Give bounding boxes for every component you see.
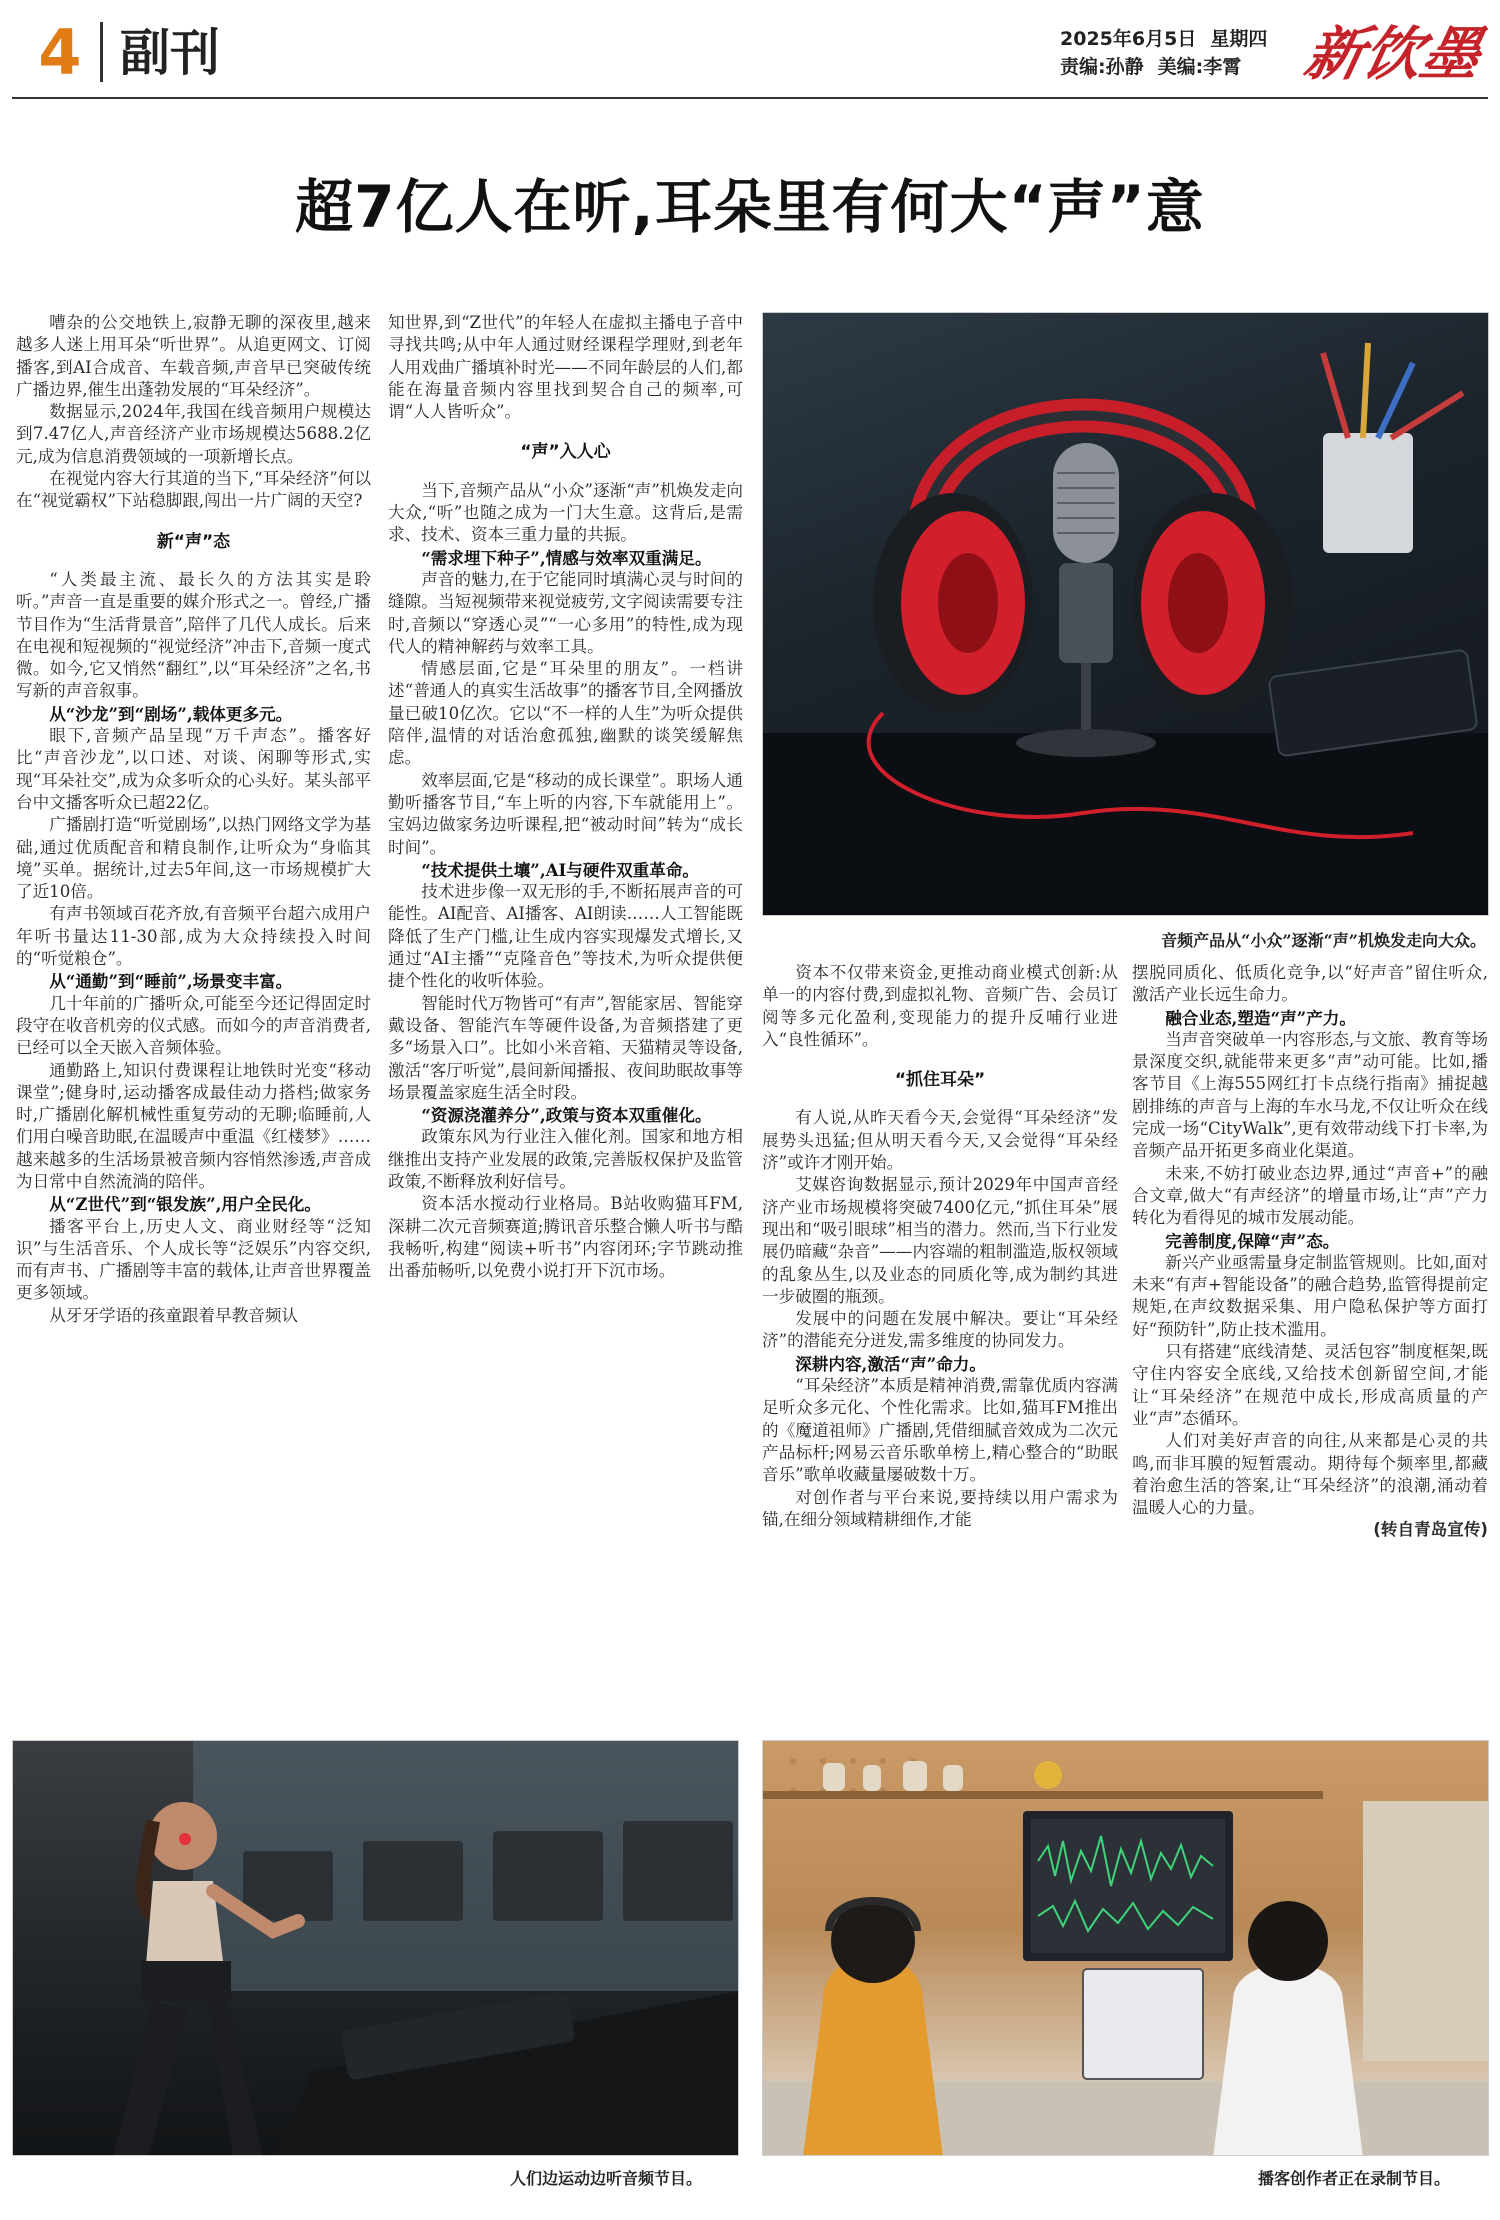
editor-credits bbox=[1060, 52, 1255, 79]
subheading: “抓住耳朵” bbox=[894, 1070, 986, 1091]
photo-podcast-recording bbox=[762, 1740, 1489, 2156]
header-rule bbox=[12, 97, 1488, 99]
paragraph: 数据显示,2024年,我国在线音频用户规模达到7.47亿人,声音经济产业市场规模达5688.2亿元,成为信息消费领域的一项新增长点。 bbox=[16, 402, 371, 466]
photo-treadmill-runner bbox=[12, 1740, 739, 2156]
paragraph: 广播剧打造“听觉剧场”,以热门网络文学为基础,通过优质配音和精良制作,让听众为“身临其境”买单。据统计,过去5年间,这一市场规模扩大了近10倍。 bbox=[16, 815, 371, 902]
paragraph: “耳朵经济”本质是精神消费,需靠优质内容满足听众多元化、个性化需求。比如,猫耳FM推出的《魔道祖师》广播剧,凭借细腻音效成为二次元产品标杆;网易云音乐歌单榜上,精心整合的“助眠音乐”歌单收藏量屡破数十万。 bbox=[762, 1376, 1118, 1485]
header-divider bbox=[100, 22, 103, 82]
section-title: 副刊 bbox=[120, 24, 220, 82]
paragraph: 未来,不妨打破业态边界,通过“声音+”的融合文章,做大“有声经济”的增量市场,让“声”产力转化为看得见的城市发展动能。 bbox=[1132, 1163, 1488, 1228]
paragraph: 有人说,从昨天看今天,会觉得“耳朵经济”发展势头迅猛;但从明天看今天,又会觉得“耳朵经济”或许才刚开始。 bbox=[762, 1108, 1118, 1173]
paragraph: 在视觉内容大行其道的当下,“耳朵经济”何以在“视觉霸权”下站稳脚跟,闯出一片广阔的天空? bbox=[16, 469, 371, 511]
paragraph: 资本不仅带来资金,更推动商业模式创新:从单一的内容付费,到虚拟礼物、音频广告、会员订阅等多元化盈利,变现能力的提升反哺行业进入“良性循环”。 bbox=[762, 963, 1118, 1049]
paragraph: 摆脱同质化、低质化竞争,以“好声音”留住听众,激活产业长远生命力。 bbox=[1132, 963, 1488, 1005]
photo-caption-3: 播客创作者正在录制节目。 bbox=[1258, 2169, 1451, 2188]
article-column-4 bbox=[1132, 962, 1488, 1702]
paragraph: 技术进步像一双无形的手,不断拓展声音的可能性。AI配音、AI播客、AI朗读……人工智能既降低了生产门槛,让生成内容实现爆发式增长,又通过“AI主播”“克隆音色”等技术,为听众提供便捷个性化的收听体验。 bbox=[388, 882, 743, 991]
designer-text: 美编:李霄 bbox=[1157, 56, 1242, 78]
paragraph: 嘈杂的公交地铁上,寂静无聊的深夜里,越来越多人迷上用耳朵“听世界”。从追更网文、订阅播客,到AI合成音、车载音频,声音早已突破传统广播边界,催生出蓬勃发展的“耳朵经济”。 bbox=[16, 313, 371, 399]
photo-caption-1: 音频产品从“小众”逐渐“声”机焕发走向大众。 bbox=[1161, 931, 1486, 950]
paragraph: “人类最主流、最长久的方法其实是聆听。”声音一直是重要的媒介形式之一。曾经,广播节目作为“生活背景音”,陪伴了几代人成长。后来在电视和短视频的“视觉经济”冲击下,音频一度式微。如今,它又悄然“翻红”,以“耳朵经济”之名,书写新的声音叙事。 bbox=[16, 569, 371, 701]
paragraph: 人们对美好声音的向往,从来都是心灵的共鸣,而非耳膜的短暂震动。期待每个频率里,都藏着治愈生活的答案,让“耳朵经济”的浪潮,涌动着温暖人心的力量。 bbox=[1132, 1431, 1488, 1518]
paragraph: 眼下,音频产品呈现“万千声态”。播客好比“声音沙龙”,以口述、对谈、闲聊等形式,实现“耳朵社交”,成为众多听众的心头好。某头部平台中文播客听众已超22亿。 bbox=[16, 726, 371, 812]
paragraph: 当下,音频产品从“小众”逐渐“声”机焕发走向大众,“听”也随之成为一门大生意。这背后,是需求、技术、资本三重力量的共振。 bbox=[388, 480, 743, 545]
paragraph: 播客平台上,历史人文、商业财经等“泛知识”与生活音乐、个人成长等“泛娱乐”内容交织,而有声书、广播剧等丰富的载体,让声音世界覆盖更多领域。 bbox=[16, 1216, 371, 1303]
paragraph: 几十年前的广播听众,可能至今还记得固定时段守在收音机旁的仪式感。而如今的声音消费者,已经可以全天嵌入音频体验。 bbox=[16, 993, 371, 1058]
paragraph: 效率层面,它是“移动的成长课堂”。职场人通勤听播客节目,“车上听的内容,下车就能用上”。宝妈边做家务边听课程,把“被动时间”转为“成长时间”。 bbox=[388, 770, 743, 857]
bold-lead-paragraph: “资源浇灌养分”,政策与资本双重催化。 bbox=[421, 1105, 712, 1126]
paragraph: 通勤路上,知识付费课程让地铁时光变“移动课堂”;健身时,运动播客成最佳动力搭档;做家务时,广播剧化解机械性重复劳动的无聊;临睡前,人们用白噪音助眠,在温暖声中重温《红楼梦》……越来越多的生活场景被音频内容悄然渗透,声音成为日常中自然流淌的陪伴。 bbox=[16, 1060, 371, 1191]
paragraph: 智能时代万物皆可“有声”,智能家居、智能穿戴设备、智能汽车等硬件设备,为音频搭建了更多“场景入口”。比如小米音箱、天猫精灵等设备,激活“客厅听觉”,晨间新闻播报、夜间助眠故事等场景覆盖家庭生活全时段。 bbox=[388, 993, 743, 1102]
source-note: (转自青岛宣传) bbox=[1373, 1520, 1488, 1540]
bold-lead-paragraph: 从“通勤”到“睡前”,场景变丰富。 bbox=[49, 971, 293, 992]
paragraph: 政策东风为行业注入催化剂。国家和地方相继推出支持产业发展的政策,完善版权保护及监管政策,不断释放利好信号。 bbox=[388, 1127, 743, 1191]
article-column-1 bbox=[16, 312, 371, 1702]
bold-lead-paragraph: 深耕内容,激活“声”命力。 bbox=[795, 1353, 986, 1374]
paragraph: 声音的魅力,在于它能同时填满心灵与时间的缝隙。当短视频带来视觉疲劳,文字阅读需要专注时,音频以“穿透心灵”“一心多用”的特性,成为现代人的精神解药与效率工具。 bbox=[388, 569, 743, 656]
subheading: “声”入人心 bbox=[520, 442, 611, 463]
headline: 超7亿人在听,耳朵里有何大“声”意 bbox=[295, 173, 1205, 241]
subheading: 新“声”态 bbox=[156, 531, 231, 552]
bold-lead-paragraph: 融合业态,塑造“声”产力。 bbox=[1165, 1007, 1356, 1028]
page-number: 4 bbox=[38, 16, 82, 89]
paragraph: 新兴产业亟需量身定制监管规则。比如,面对未来“有声+智能设备”的融合趋势,监管得提前定规矩,在声纹数据采集、用户隐私保护等方面打好“预防针”,防止技术滥用。 bbox=[1132, 1252, 1488, 1339]
article-column-3 bbox=[762, 962, 1118, 1702]
weekday-text: 星期四 bbox=[1210, 28, 1268, 50]
photo-headphones-microphone bbox=[762, 312, 1489, 916]
paragraph: 艾媒咨询数据显示,预计2029年中国声音经济产业市场规模将突破7400亿元,“抓住耳朵”展现出和“吸引眼球”相当的潜力。然而,当下行业发展仍暗藏“杂音”——内容端的粗制滥造,版权领域的乱象丛生,以及业态的同质化等,成为制约其进一步破圈的瓶颈。 bbox=[762, 1175, 1118, 1306]
paragraph: 当声音突破单一内容形态,与文旅、教育等场景深度交织,就能带来更多“声”动可能。比如,播客节目《上海555网红打卡点绕行指南》捕捉越剧排练的声音与上海的车水马龙,不仅让听众在线完成一场“CityWalk”,更有效带动线下打卡率,为音频产品开拓更多商业化渠道。 bbox=[1132, 1029, 1488, 1161]
paragraph: 资本活水搅动行业格局。B站收购猫耳FM,深耕二次元音频赛道;腾讯音乐整合懒人听书与酷我畅听,构建“阅读+听书”内容闭环;字节跳动推出番茄畅听,以免费小说打开下沉市场。 bbox=[388, 1194, 743, 1281]
bold-lead-paragraph: “需求埋下种子”,情感与效率双重满足。 bbox=[421, 547, 712, 568]
bold-lead-paragraph: 完善制度,保障“声”态。 bbox=[1165, 1230, 1340, 1251]
date-text: 2025年6月5日 bbox=[1060, 28, 1197, 50]
svg-text:新饮墨: 新饮墨 bbox=[1298, 19, 1488, 88]
paragraph: 对创作者与平台来说,要持续以用户需求为锚,在细分领域精耕细作,才能 bbox=[762, 1487, 1118, 1529]
article-column-2 bbox=[388, 312, 743, 1702]
paragraph: 只有搭建“底线清楚、灵活包容”制度框架,既守住内容安全底线,又给技术创新留空间,才能让“耳朵经济”在规范中成长,形成高质量的产业“声”态循环。 bbox=[1132, 1342, 1488, 1428]
issue-date bbox=[1060, 24, 1281, 51]
paragraph: 情感层面,它是“耳朵里的朋友”。一档讲述“普通人的真实生活故事”的播客节目,全网播放量已破10亿次。它以“不一样的人生”为听众提供陪伴,温情的对话治愈孤独,幽默的谈笑缓解焦虑。 bbox=[388, 659, 743, 768]
bold-lead-paragraph: 从“沙龙”到“剧场”,载体更多元。 bbox=[49, 703, 293, 724]
masthead-logo bbox=[1290, 12, 1490, 92]
bold-lead-paragraph: “技术提供土壤”,AI与硬件双重革命。 bbox=[421, 859, 700, 880]
paragraph: 知世界,到“Z世代”的年轻人在虚拟主播电子音中寻找共鸣;从中年人通过财经课程学理财,到老年人用戏曲广播填补时光——不同年龄层的人们,都能在海量音频内容里找到契合自己的频率,可谓“人人皆听众”。 bbox=[388, 313, 743, 422]
bold-lead-paragraph: 从“Z世代”到“银发族”,用户全民化。 bbox=[49, 1194, 321, 1215]
editor-text: 责编:孙静 bbox=[1060, 56, 1144, 78]
paragraph: 从牙牙学语的孩童跟着早教音频认 bbox=[49, 1305, 299, 1325]
paragraph: 有声书领域百花齐放,有音频平台超六成用户年听书量达11-30部,成为大众持续投入时间的“听觉粮仓”。 bbox=[16, 904, 371, 969]
paragraph: 发展中的问题在发展中解决。要让“耳朵经济”的潜能充分迸发,需多维度的协同发力。 bbox=[762, 1309, 1118, 1351]
photo-caption-2: 人们边运动边听音频节目。 bbox=[510, 2169, 703, 2188]
